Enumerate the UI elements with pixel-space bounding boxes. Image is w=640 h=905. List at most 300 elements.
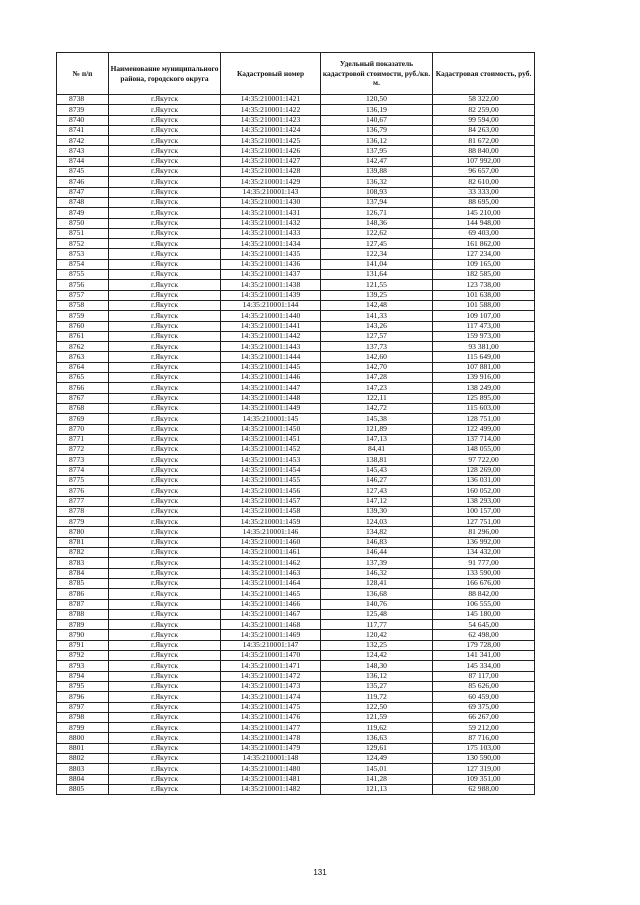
row-number-cell: 8796 (57, 692, 109, 702)
cadastral-value-cell: 122 499,00 (433, 424, 535, 434)
table-row (57, 496, 535, 506)
cadastral-value-cell: 84 263,00 (433, 125, 535, 135)
cadastral-value-cell: 60 459,00 (433, 692, 535, 702)
cadastral-number-cell: 14:35:210001:1437 (221, 270, 321, 280)
table-row (57, 424, 535, 434)
municipality-cell: г.Якутск (109, 712, 221, 722)
row-number-cell: 8778 (57, 506, 109, 516)
cadastral-number-cell: 14:35:210001:1452 (221, 445, 321, 455)
specific-value-cell: 128,41 (321, 578, 433, 588)
row-number-cell: 8739 (57, 105, 109, 115)
specific-value-cell: 136,68 (321, 589, 433, 599)
table-row (57, 197, 535, 207)
specific-value-cell: 146,27 (321, 475, 433, 485)
municipality-cell: г.Якутск (109, 434, 221, 444)
cadastral-number-cell: 14:35:210001:1447 (221, 383, 321, 393)
cadastral-number-cell: 14:35:210001:1461 (221, 548, 321, 558)
row-number-cell: 8763 (57, 352, 109, 362)
row-number-cell: 8785 (57, 578, 109, 588)
cadastral-value-cell: 106 555,00 (433, 599, 535, 609)
cadastral-value-cell: 115 603,00 (433, 403, 535, 413)
cadastral-value-cell: 138 249,00 (433, 383, 535, 393)
municipality-cell: г.Якутск (109, 568, 221, 578)
row-number-cell: 8747 (57, 187, 109, 197)
specific-value-cell: 124,03 (321, 517, 433, 527)
specific-value-cell: 142,72 (321, 403, 433, 413)
municipality-cell: г.Якутск (109, 270, 221, 280)
table-row (57, 136, 535, 146)
cadastral-value-cell: 101 638,00 (433, 290, 535, 300)
cadastral-value-cell: 127 234,00 (433, 249, 535, 259)
row-number-cell: 8805 (57, 784, 109, 794)
cadastral-number-cell: 14:35:210001:1478 (221, 733, 321, 743)
specific-value-cell: 142,47 (321, 156, 433, 166)
table-row (57, 270, 535, 280)
cadastral-value-cell: 109 107,00 (433, 311, 535, 321)
cadastral-value-cell: 125 895,00 (433, 393, 535, 403)
specific-value-cell: 146,44 (321, 548, 433, 558)
cadastral-number-cell: 14:35:210001:1434 (221, 239, 321, 249)
specific-value-cell: 125,48 (321, 609, 433, 619)
row-number-cell: 8757 (57, 290, 109, 300)
row-number-cell: 8802 (57, 754, 109, 764)
cadastral-value-cell: 138 293,00 (433, 496, 535, 506)
table-row (57, 671, 535, 681)
cadastral-value-cell: 137 714,00 (433, 434, 535, 444)
table-row (57, 445, 535, 455)
specific-value-cell: 120,42 (321, 630, 433, 640)
table-row (57, 475, 535, 485)
municipality-cell: г.Якутск (109, 486, 221, 496)
cadastral-value-cell: 160 052,00 (433, 486, 535, 496)
table-row (57, 517, 535, 527)
cadastral-value-cell: 59 212,00 (433, 723, 535, 733)
municipality-cell: г.Якутск (109, 455, 221, 465)
municipality-cell: г.Якутск (109, 105, 221, 115)
specific-value-cell: 137,39 (321, 558, 433, 568)
municipality-cell: г.Якутск (109, 290, 221, 300)
cadastral-number-cell: 14:35:210001:1428 (221, 167, 321, 177)
row-number-cell: 8801 (57, 743, 109, 753)
municipality-cell: г.Якутск (109, 249, 221, 259)
municipality-cell: г.Якутск (109, 259, 221, 269)
specific-value-cell: 124,49 (321, 754, 433, 764)
municipality-cell: г.Якутск (109, 239, 221, 249)
cadastral-value-cell: 91 777,00 (433, 558, 535, 568)
table-row (57, 661, 535, 671)
municipality-cell: г.Якутск (109, 723, 221, 733)
cadastral-value-cell: 81 296,00 (433, 527, 535, 537)
municipality-cell: г.Якутск (109, 692, 221, 702)
specific-value-cell: 121,55 (321, 280, 433, 290)
municipality-cell: г.Якутск (109, 620, 221, 630)
municipality-cell: г.Якутск (109, 774, 221, 784)
table-row (57, 733, 535, 743)
municipality-cell: г.Якутск (109, 393, 221, 403)
cadastral-number-cell: 14:35:210001:1425 (221, 136, 321, 146)
table-row (57, 578, 535, 588)
table-row (57, 620, 535, 630)
cadastral-number-cell: 14:35:210001:1481 (221, 774, 321, 784)
specific-value-cell: 136,32 (321, 177, 433, 187)
table-row (57, 259, 535, 269)
row-number-cell: 8750 (57, 218, 109, 228)
row-number-cell: 8771 (57, 434, 109, 444)
cadastral-number-cell: 14:35:210001:1445 (221, 362, 321, 372)
municipality-cell: г.Якутск (109, 578, 221, 588)
row-number-cell: 8761 (57, 331, 109, 341)
cadastral-value-cell: 141 341,00 (433, 651, 535, 661)
municipality-cell: г.Якутск (109, 764, 221, 774)
specific-value-cell: 145,38 (321, 414, 433, 424)
specific-value-cell: 142,70 (321, 362, 433, 372)
cadastral-number-cell: 14:35:210001:1467 (221, 609, 321, 619)
municipality-cell: г.Якутск (109, 589, 221, 599)
municipality-cell: г.Якутск (109, 177, 221, 187)
cadastral-value-cell: 69 375,00 (433, 702, 535, 712)
header-cadastral-value: Кадастровая стоимость, руб. (433, 53, 535, 95)
table-row (57, 352, 535, 362)
cadastral-value-cell: 159 973,00 (433, 331, 535, 341)
cadastral-number-cell: 14:35:210001:1426 (221, 146, 321, 156)
row-number-cell: 8748 (57, 197, 109, 207)
row-number-cell: 8790 (57, 630, 109, 640)
municipality-cell: г.Якутск (109, 784, 221, 794)
cadastral-value-cell: 82 610,00 (433, 177, 535, 187)
cadastral-number-cell: 14:35:210001:146 (221, 527, 321, 537)
row-number-cell: 8781 (57, 537, 109, 547)
row-number-cell: 8759 (57, 311, 109, 321)
municipality-cell: г.Якутск (109, 743, 221, 753)
table-row (57, 548, 535, 558)
table-row (57, 568, 535, 578)
specific-value-cell: 141,28 (321, 774, 433, 784)
specific-value-cell: 121,13 (321, 784, 433, 794)
specific-value-cell: 122,62 (321, 228, 433, 238)
cadastral-value-table (56, 52, 535, 795)
table-row (57, 280, 535, 290)
municipality-cell: г.Якутск (109, 537, 221, 547)
specific-value-cell: 129,61 (321, 743, 433, 753)
table-row (57, 321, 535, 331)
cadastral-value-cell: 145 210,00 (433, 208, 535, 218)
municipality-cell: г.Якутск (109, 95, 221, 105)
table-row (57, 455, 535, 465)
cadastral-number-cell: 14:35:210001:1421 (221, 95, 321, 105)
row-number-cell: 8773 (57, 455, 109, 465)
table-body (57, 95, 535, 795)
specific-value-cell: 141,04 (321, 259, 433, 269)
table-row (57, 754, 535, 764)
municipality-cell: г.Якутск (109, 496, 221, 506)
table-row (57, 681, 535, 691)
municipality-cell: г.Якутск (109, 414, 221, 424)
cadastral-number-cell: 14:35:210001:1464 (221, 578, 321, 588)
specific-value-cell: 119,72 (321, 692, 433, 702)
row-number-cell: 8752 (57, 239, 109, 249)
row-number-cell: 8793 (57, 661, 109, 671)
cadastral-number-cell: 14:35:210001:1455 (221, 475, 321, 485)
cadastral-number-cell: 14:35:210001:1474 (221, 692, 321, 702)
header-row-number: № п/п (57, 53, 109, 95)
cadastral-number-cell: 14:35:210001:1423 (221, 115, 321, 125)
municipality-cell: г.Якутск (109, 517, 221, 527)
row-number-cell: 8755 (57, 270, 109, 280)
table-row (57, 362, 535, 372)
cadastral-number-cell: 14:35:210001:1456 (221, 486, 321, 496)
row-number-cell: 8780 (57, 527, 109, 537)
cadastral-number-cell: 14:35:210001:1431 (221, 208, 321, 218)
specific-value-cell: 117,77 (321, 620, 433, 630)
row-number-cell: 8804 (57, 774, 109, 784)
municipality-cell: г.Якутск (109, 342, 221, 352)
specific-value-cell: 132,25 (321, 640, 433, 650)
row-number-cell: 8760 (57, 321, 109, 331)
cadastral-value-cell: 139 916,00 (433, 373, 535, 383)
municipality-cell: г.Якутск (109, 197, 221, 207)
cadastral-value-cell: 127 319,00 (433, 764, 535, 774)
cadastral-number-cell: 14:35:210001:1470 (221, 651, 321, 661)
row-number-cell: 8803 (57, 764, 109, 774)
municipality-cell: г.Якутск (109, 661, 221, 671)
cadastral-number-cell: 14:35:210001:1424 (221, 125, 321, 135)
row-number-cell: 8762 (57, 342, 109, 352)
row-number-cell: 8788 (57, 609, 109, 619)
table-row (57, 414, 535, 424)
municipality-cell: г.Якутск (109, 640, 221, 650)
municipality-cell: г.Якутск (109, 228, 221, 238)
specific-value-cell: 139,25 (321, 290, 433, 300)
specific-value-cell: 137,94 (321, 197, 433, 207)
cadastral-value-cell: 87 117,00 (433, 671, 535, 681)
cadastral-number-cell: 14:35:210001:1469 (221, 630, 321, 640)
table-row (57, 393, 535, 403)
municipality-cell: г.Якутск (109, 218, 221, 228)
table-row (57, 167, 535, 177)
specific-value-cell: 148,36 (321, 218, 433, 228)
cadastral-number-cell: 14:35:210001:148 (221, 754, 321, 764)
cadastral-value-cell: 81 672,00 (433, 136, 535, 146)
cadastral-value-cell: 115 649,00 (433, 352, 535, 362)
municipality-cell: г.Якутск (109, 331, 221, 341)
cadastral-value-cell: 88 840,00 (433, 146, 535, 156)
cadastral-number-cell: 14:35:210001:1440 (221, 311, 321, 321)
row-number-cell: 8791 (57, 640, 109, 650)
specific-value-cell: 136,63 (321, 733, 433, 743)
cadastral-number-cell: 14:35:210001:1477 (221, 723, 321, 733)
municipality-cell: г.Якутск (109, 754, 221, 764)
cadastral-value-cell: 130 590,00 (433, 754, 535, 764)
table-row (57, 146, 535, 156)
municipality-cell: г.Якутск (109, 156, 221, 166)
cadastral-number-cell: 14:35:210001:1473 (221, 681, 321, 691)
table-row (57, 373, 535, 383)
row-number-cell: 8741 (57, 125, 109, 135)
cadastral-value-cell: 69 403,00 (433, 228, 535, 238)
cadastral-value-cell: 123 738,00 (433, 280, 535, 290)
specific-value-cell: 119,62 (321, 723, 433, 733)
table-row (57, 537, 535, 547)
cadastral-value-cell: 87 716,00 (433, 733, 535, 743)
page-number: 131 (313, 868, 327, 877)
specific-value-cell: 146,83 (321, 537, 433, 547)
cadastral-number-cell: 14:35:210001:1462 (221, 558, 321, 568)
specific-value-cell: 127,45 (321, 239, 433, 249)
row-number-cell: 8764 (57, 362, 109, 372)
municipality-cell: г.Якутск (109, 548, 221, 558)
specific-value-cell: 127,43 (321, 486, 433, 496)
row-number-cell: 8758 (57, 300, 109, 310)
row-number-cell: 8768 (57, 403, 109, 413)
row-number-cell: 8794 (57, 671, 109, 681)
row-number-cell: 8756 (57, 280, 109, 290)
table-row (57, 651, 535, 661)
cadastral-value-cell: 134 432,00 (433, 548, 535, 558)
municipality-cell: г.Якутск (109, 506, 221, 516)
cadastral-value-cell: 99 594,00 (433, 115, 535, 125)
specific-value-cell: 139,88 (321, 167, 433, 177)
specific-value-cell: 148,30 (321, 661, 433, 671)
table-row (57, 692, 535, 702)
cadastral-value-cell: 144 948,00 (433, 218, 535, 228)
row-number-cell: 8740 (57, 115, 109, 125)
cadastral-number-cell: 14:35:210001:1468 (221, 620, 321, 630)
cadastral-value-cell: 136 031,00 (433, 475, 535, 485)
table-row (57, 95, 535, 105)
cadastral-value-cell: 148 055,00 (433, 445, 535, 455)
municipality-cell: г.Якутск (109, 187, 221, 197)
cadastral-value-cell: 33 333,00 (433, 187, 535, 197)
cadastral-number-cell: 14:35:210001:1479 (221, 743, 321, 753)
cadastral-number-cell: 14:35:210001:1427 (221, 156, 321, 166)
row-number-cell: 8746 (57, 177, 109, 187)
cadastral-number-cell: 14:35:210001:147 (221, 640, 321, 650)
cadastral-number-cell: 14:35:210001:1458 (221, 506, 321, 516)
row-number-cell: 8738 (57, 95, 109, 105)
cadastral-value-cell: 62 498,00 (433, 630, 535, 640)
municipality-cell: г.Якутск (109, 651, 221, 661)
row-number-cell: 8798 (57, 712, 109, 722)
cadastral-value-cell: 133 590,00 (433, 568, 535, 578)
cadastral-number-cell: 14:35:210001:143 (221, 187, 321, 197)
table-row (57, 156, 535, 166)
table-row (57, 383, 535, 393)
cadastral-number-cell: 14:35:210001:1465 (221, 589, 321, 599)
municipality-cell: г.Якутск (109, 311, 221, 321)
specific-value-cell: 147,12 (321, 496, 433, 506)
row-number-cell: 8799 (57, 723, 109, 733)
row-number-cell: 8795 (57, 681, 109, 691)
specific-value-cell: 147,23 (321, 383, 433, 393)
cadastral-value-cell: 145 334,00 (433, 661, 535, 671)
cadastral-number-cell: 14:35:210001:1450 (221, 424, 321, 434)
cadastral-value-cell: 97 722,00 (433, 455, 535, 465)
row-number-cell: 8792 (57, 651, 109, 661)
row-number-cell: 8754 (57, 259, 109, 269)
cadastral-number-cell: 14:35:210001:1463 (221, 568, 321, 578)
row-number-cell: 8772 (57, 445, 109, 455)
cadastral-value-cell: 100 157,00 (433, 506, 535, 516)
table-row (57, 589, 535, 599)
cadastral-value-cell: 88 842,00 (433, 589, 535, 599)
cadastral-value-cell: 93 381,00 (433, 342, 535, 352)
row-number-cell: 8783 (57, 558, 109, 568)
municipality-cell: г.Якутск (109, 403, 221, 413)
cadastral-number-cell: 14:35:210001:1448 (221, 393, 321, 403)
specific-value-cell: 124,42 (321, 651, 433, 661)
cadastral-number-cell: 14:35:210001:1435 (221, 249, 321, 259)
table-row (57, 311, 535, 321)
specific-value-cell: 145,43 (321, 465, 433, 475)
table-row (57, 187, 535, 197)
municipality-cell: г.Якутск (109, 373, 221, 383)
cadastral-value-cell: 145 180,00 (433, 609, 535, 619)
cadastral-value-cell: 58 322,00 (433, 95, 535, 105)
table-row (57, 125, 535, 135)
cadastral-number-cell: 14:35:210001:1480 (221, 764, 321, 774)
table-row (57, 764, 535, 774)
municipality-cell: г.Якутск (109, 280, 221, 290)
row-number-cell: 8787 (57, 599, 109, 609)
table-row (57, 506, 535, 516)
municipality-cell: г.Якутск (109, 362, 221, 372)
specific-value-cell: 84,41 (321, 445, 433, 455)
specific-value-cell: 135,27 (321, 681, 433, 691)
row-number-cell: 8789 (57, 620, 109, 630)
table-row (57, 712, 535, 722)
specific-value-cell: 121,89 (321, 424, 433, 434)
cadastral-number-cell: 14:35:210001:145 (221, 414, 321, 424)
cadastral-number-cell: 14:35:210001:144 (221, 300, 321, 310)
header-row (57, 53, 535, 95)
cadastral-number-cell: 14:35:210001:1475 (221, 702, 321, 712)
specific-value-cell: 147,13 (321, 434, 433, 444)
municipality-cell: г.Якутск (109, 681, 221, 691)
cadastral-value-cell: 109 165,00 (433, 259, 535, 269)
municipality-cell: г.Якутск (109, 424, 221, 434)
municipality-cell: г.Якутск (109, 300, 221, 310)
specific-value-cell: 122,50 (321, 702, 433, 712)
row-number-cell: 8782 (57, 548, 109, 558)
table-row (57, 208, 535, 218)
cadastral-value-cell: 96 657,00 (433, 167, 535, 177)
cadastral-value-cell: 179 728,00 (433, 640, 535, 650)
cadastral-value-cell: 117 473,00 (433, 321, 535, 331)
table-row (57, 640, 535, 650)
row-number-cell: 8774 (57, 465, 109, 475)
cadastral-number-cell: 14:35:210001:1429 (221, 177, 321, 187)
header-cadastral-number: Кадастровый номер (221, 53, 321, 95)
cadastral-number-cell: 14:35:210001:1451 (221, 434, 321, 444)
specific-value-cell: 147,28 (321, 373, 433, 383)
specific-value-cell: 108,93 (321, 187, 433, 197)
cadastral-number-cell: 14:35:210001:1438 (221, 280, 321, 290)
header-specific-value: Удельный показатель кадастровой стоимости, руб./кв. м. (321, 53, 433, 95)
cadastral-value-cell: 128 751,00 (433, 414, 535, 424)
cadastral-value-cell: 82 259,00 (433, 105, 535, 115)
cadastral-number-cell: 14:35:210001:1471 (221, 661, 321, 671)
cadastral-number-cell: 14:35:210001:1443 (221, 342, 321, 352)
table-row (57, 342, 535, 352)
cadastral-value-cell: 107 992,00 (433, 156, 535, 166)
table-row (57, 774, 535, 784)
specific-value-cell: 131,64 (321, 270, 433, 280)
table-row (57, 218, 535, 228)
table-row (57, 486, 535, 496)
cadastral-number-cell: 14:35:210001:1482 (221, 784, 321, 794)
row-number-cell: 8767 (57, 393, 109, 403)
cadastral-number-cell: 14:35:210001:1422 (221, 105, 321, 115)
